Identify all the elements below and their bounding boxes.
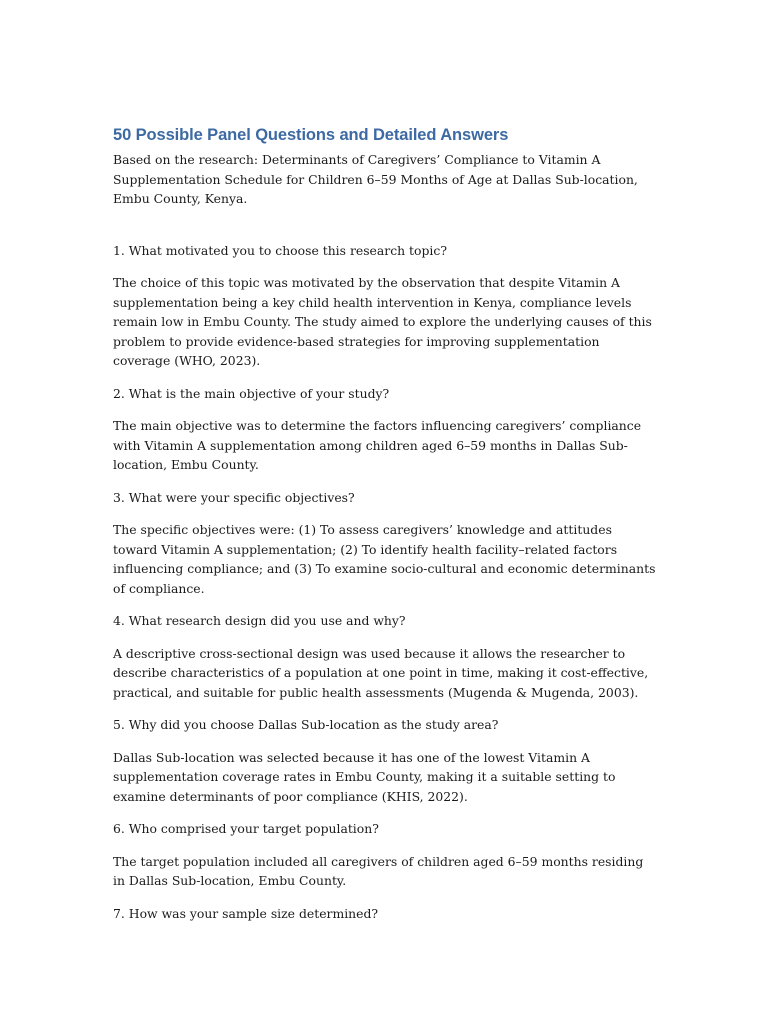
document-title: 50 Possible Panel Questions and Detailed Answers [113,126,509,144]
qa-item-2 [113,384,658,475]
qa-item-3 [113,488,658,599]
document-content [113,124,658,936]
question-5: 5. Why did you choose Dallas Sub-location as the study area? [113,717,499,732]
question-1: 1. What motivated you to choose this research topic? [113,242,447,258]
answer-3: The specific objectives were: (1) To assess caregivers’ knowledge and attitudes toward Vitamin A supplementation; (2) To identify health facility–related factors influencing compliance; and (3) To examine socio-cultural and economic determinants of compliance. [113,522,656,596]
question-2: 2. What is the main objective of your study? [113,385,390,401]
qa-item-1 [113,241,658,371]
answer-6: The target population included all caregivers of children aged 6–59 months residing in Dallas Sub-location, Embu County. [113,853,644,888]
qa-item-7 [113,904,658,924]
document-intro: Based on the research: Determinants of Caregivers’ Compliance to Vitamin A Supplementation Schedule for Children 6–59 Months of Age at Dallas Sub-location, Embu County, Kenya. [113,152,638,206]
answer-5: Dallas Sub-location was selected because it has one of the lowest Vitamin A supplementation coverage rates in Embu County, making it a suitable setting to examine determinants of poor compliance (KHIS, 2022). [113,749,616,804]
answer-1: The choice of this topic was motivated by the observation that despite Vitamin A supplementation being a key child health intervention in Kenya, compliance levels remain low in Embu County. The study aimed to explore the underlying causes of this problem to provide evidence-based strategies for improving supplementation coverage (WHO, 2023). [113,275,652,368]
question-4: 4. What research design did you use and why? [113,613,406,628]
qa-item-4 [113,611,658,702]
question-3: 3. What were your specific objectives? [113,489,355,505]
question-7: 7. How was your sample size determined? [113,905,379,921]
answer-2: The main objective was to determine the factors influencing caregivers’ compliance with Vitamin A supplementation among children aged 6–59 months in Dallas Sub-location, Embu County. [113,418,642,472]
qa-item-6 [113,819,658,891]
answer-4: A descriptive cross-sectional design was used because it allows the researcher to describe characteristics of a population at one point in time, making it cost-effective, practical, and suitable for public health assessments (Mugenda & Mugenda, 2003). [113,645,649,700]
qa-item-5 [113,715,658,806]
question-6: 6. Who comprised your target population? [113,821,379,836]
